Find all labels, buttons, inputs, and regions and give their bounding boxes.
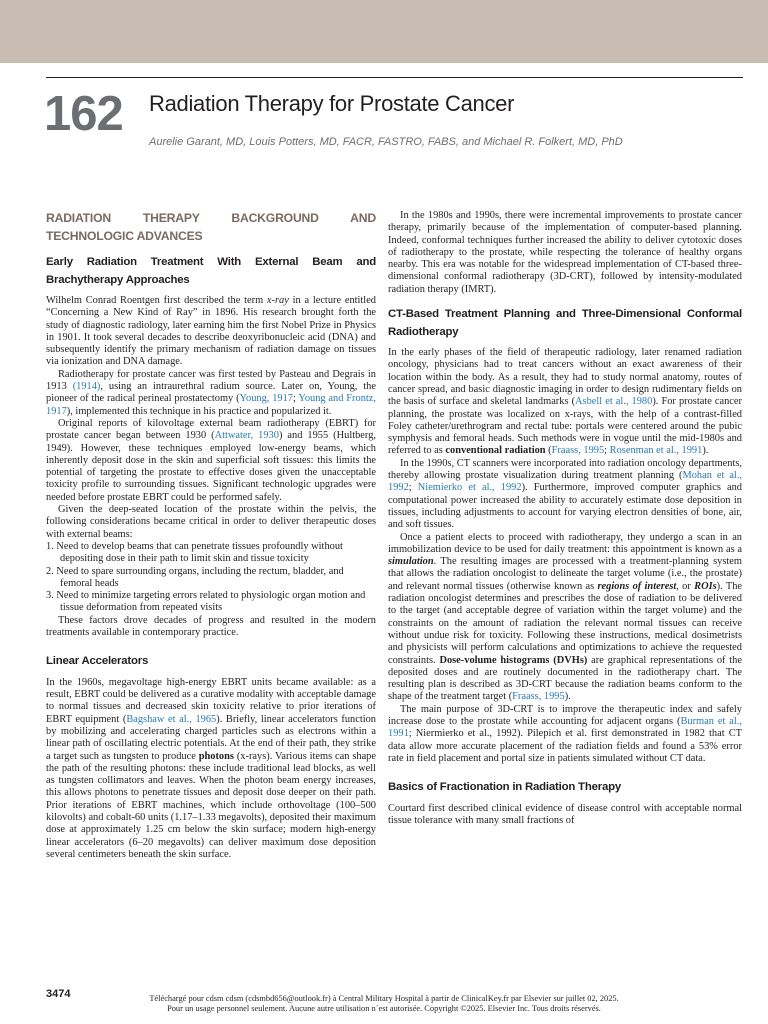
paragraph: Courtard first described clinical evidence of disease control with acceptable normal tissue tolerance with many small fractions of <box>388 802 742 826</box>
top-color-band <box>0 0 768 63</box>
download-notice <box>0 994 768 1014</box>
citation-link[interactable]: Fraass, 1995 <box>551 445 605 457</box>
paragraph: In the early phases of the field of therapeutic radiology, later renamed radiation oncology, physicians had to treat cancers without an exact awareness of their location within the body. As a result, they had to study normal anatomy, routes of cancer spread, and basic diagnostic imaging in order to design rudimentary fields on the basis of surface and skeletal landmarks (Asbell et al., 1980). For prostate cancer planning, the prostate was localized on x-rays, with the help of a contrast-filled Foley catheter/urethrogram and rectal tube: portals were centered around the pubic symphysis and femoral heads. Such methods were in vogue until the mid-1980s and referred to as conventional radiation (Fraass, 1995; Rosenman et al., 1991). <box>388 347 742 457</box>
citation-link[interactable]: (1914) <box>72 381 101 393</box>
citation-link[interactable]: Attwater, 1930 <box>214 430 279 442</box>
citation-link[interactable]: Young, 1917 <box>239 393 294 405</box>
citation-link[interactable]: Niemierko et al., 1992 <box>417 482 522 494</box>
chapter-title: Radiation Therapy for Prostate Cancer <box>149 91 515 116</box>
paragraph: Wilhelm Conrad Roentgen first described the term x-ray in a lecture entitled “Concerning a New Kind of Ray” in 1896. His research brought forth the study of diagnostic radiology, later earning him the first Nobel Prize in Physics in 1901. It took several decades to describe deoxyribonucleic acid (DNA) and subsequently identify the primary mechanism of radiation damage on tissues via ionization and DNA damage. <box>46 295 376 368</box>
subsection-heading: Linear Accelerators <box>46 655 149 668</box>
paragraph: Original reports of kilovoltage external beam radiotherapy (EBRT) for prostate cancer began between 1930 (Attwater, 1930) and 1955 (Hultberg, 1949). However, these techniques employed low-energy beams, which inherently deposit dose in the skin and superficial soft tissues: this limits the potential of targeting the prostate to effective doses given the unacceptable toxicity profile to surrounding tissues. Significant technologic upgrades were needed before prostate EBRT could be performed safely. <box>46 417 376 503</box>
numbered-list <box>46 541 376 615</box>
subsection-heading: Early Radiation Treatment With External Beam and Brachytherapy Approaches <box>46 256 376 286</box>
page-number: 3474 <box>46 988 71 1000</box>
citation-link[interactable]: Young and Frontz, 1917 <box>46 393 376 417</box>
chapter-number: 162 <box>44 87 123 141</box>
citation-link[interactable]: Mohan et al., 1992 <box>388 470 743 494</box>
subsection-heading: CT-Based Treatment Planning and Three-Dimensional Conformal Radiotherapy <box>388 308 742 338</box>
citation-link[interactable]: Bagshaw et al., 1965 <box>126 713 217 725</box>
list-item: 2. Need to spare surrounding organs, including the rectum, bladder, and femoral heads <box>46 565 344 589</box>
paragraph: The main purpose of 3D-CRT is to improve the therapeutic index and safely increase dose to the prostate while accounting for adjacent organs (Burman et al., 1991; Niermierko et al., 1992). Pilepich et al. first demonstrated in 1982 that CT data allow more accurate placement of the radiation fields and found a 53% error rate in field placement and portal size in patients simulated without CT data. <box>388 703 742 764</box>
citation-link[interactable]: Asbell et al., 1980 <box>575 396 653 408</box>
list-item: 1. Need to develop beams that can penetrate tissues profoundly without depositing dose in their path to limit skin and tissue toxicity <box>46 540 343 565</box>
download-notice-line: Téléchargé pour cdsm cdsm (cdsmbd656@outlook.fr) à Central Military Hospital à partir de ClinicalKey.fr par Elsevier sur juillet 02, 2025. <box>149 994 619 1003</box>
download-notice-line: Pour un usage personnel seulement. Aucune autre utilisation n´est autorisée. Copyright ©2025. Elsevier Inc. Tous droits réservés. <box>167 1004 601 1013</box>
left-column <box>46 210 376 861</box>
chapter-authors: Aurelie Garant, MD, Louis Potters, MD, FACR, FASTRO, FABS, and Michael R. Folkert, MD, PhD <box>149 136 623 148</box>
paragraph: In the 1980s and 1990s, there were incremental improvements to prostate cancer therapy, primarily because of the implementation of computer-based planning. Indeed, conformal techniques further increased the ability to deliver cytotoxic doses of radiotherapy to the prostate, while respecting the tolerance of healthy organs nearby. This era was notable for the widespread implementation of CT-based three-dimensional conformal radiotherapy (3D-CRT), followed by intensity-modulated radiation therapy (IMRT). <box>388 210 742 295</box>
subsection-heading: Basics of Fractionation in Radiation Therapy <box>388 781 621 794</box>
paragraph: Radiotherapy for prostate cancer was first tested by Pasteau and Degrais in 1913 (1914), using an intraurethral radium source. Later on, Young, the pioneer of the radical perineal prostatectomy (Young, 1917; Young and Frontz, 1917), implemented this technique in his practice and popularized it. <box>46 368 376 417</box>
citation-link[interactable]: Fraass, 1995 <box>512 691 565 703</box>
paragraph: In the 1960s, megavoltage high-energy EBRT units became available: as a result, EBRT could be delivered as a curative modality with acceptable damage to normal tissues and decreased skin toxicity relative to prior iterations of EBRT equipment (Bagshaw et al., 1965). Briefly, linear accelerators function by mobilizing and accelerating charged particles such as electrons within a linear path of oscillating electric potentials. At the end of their path, they strike a target such as tungsten to produce photons (x-rays). Various items can shape the path of the resulting photons: these include traditional lead blocks, as well as tungsten collimators and leaves. When the photon beam energy increases, this allows photons to penetrate tissues and deposit dose deeper on their path. Prior iterations of EBRT machines, which include orthovoltage (100–500 kilovolts) and cobalt-60 units (1.17–1.33 megavolts), deposited their maximum dose at approximately 1.25 cm below the skin surface; modern high-energy linear accelerators (6–20 megavolts) can deliver maximum dose deposition several centimeters beneath the skin surface. <box>46 676 377 860</box>
right-column <box>388 210 742 827</box>
header-rule <box>46 77 743 78</box>
paragraph: Given the deep-seated location of the prostate within the pelvis, the following considerations became critical in order to deliver therapeutic doses with external beams: <box>46 504 376 540</box>
paragraph: These factors drove decades of progress and resulted in the modern treatments available in contemporary practice. <box>46 614 376 639</box>
paragraph: Once a patient elects to proceed with radiotherapy, they undergo a scan in an immobilization device to be used for daily treatment: this appointment is known as a simulation. The resulting images are processed with a treatment-planning system that allows the radiation oncologist to delineate the target volume (i.e., the prostate) and relevant normal tissues (otherwise known as regions of interest, or ROIs). The radiation oncologist determines and prescribes the dose of radiation to be delivered to the target (and acceptable degree of variation within the target volume) and the constraints on the amount of radiation the relevant normal tissues can receive without undue risk for toxicity. Following these instructions, medical dosimetrists and physicists will perform calculations and optimizations to achieve the requested constraints. Dose-volume histograms (DVHs) are graphical representations of the deposited doses and are routinely documented in the radiotherapy chart. The resulting plan is described as 3D-CRT because the radiation beams conform to the shape of the treatment target (Fraass, 1995). <box>388 531 742 703</box>
paragraph: In the 1990s, CT scanners were incorporated into radiation oncology departments, thereby allowing prostate visualization during treatment planning (Mohan et al., 1992; Niemierko et al., 1992). Furthermore, improved computer graphics and computational power increased the ability to accurately estimate dose deposition in tissues, including adjustments to account for varying electron densities of bone, air, and soft tissues. <box>388 457 743 531</box>
citation-link[interactable]: Rosenman et al., 1991 <box>609 445 703 457</box>
citation-link[interactable]: Burman et al., 1991 <box>388 715 742 740</box>
list-item: 3. Need to minimize targeting errors related to physiologic organ motion and tissue deformation from repeated visits <box>46 590 366 614</box>
section-heading: RADIATION THERAPY BACKGROUND AND TECHNOLOGIC ADVANCES <box>46 211 376 243</box>
